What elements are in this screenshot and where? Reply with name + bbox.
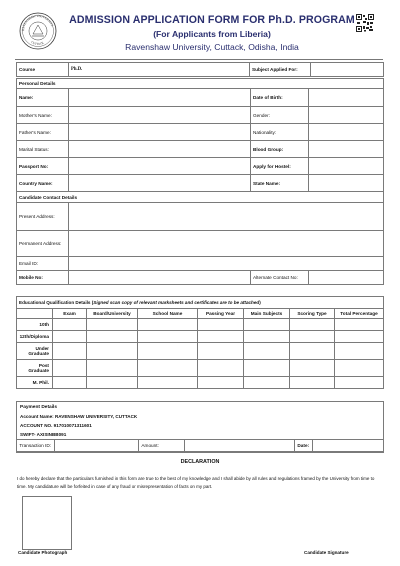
nationality-field[interactable] (309, 124, 384, 141)
university-seal-logo (16, 10, 60, 50)
table-cell[interactable] (198, 331, 244, 343)
candidate-photo-label: Candidate Photograph (18, 550, 68, 555)
course-value[interactable]: Ph.D. (69, 63, 250, 77)
payment-row (16, 439, 384, 452)
photo-upload-box[interactable] (22, 496, 72, 550)
education-col-board: Board/University (87, 309, 138, 319)
university-name: Ravenshaw University, Cuttack, Odisha, India (125, 42, 299, 52)
table-cell[interactable] (53, 343, 87, 360)
state-label: State Name: (251, 175, 309, 192)
table-cell[interactable] (335, 343, 384, 360)
swift-code: SWIFT- AXISINBB091 (20, 432, 67, 437)
table-row (17, 360, 384, 377)
passport-field[interactable] (69, 158, 251, 175)
svg-text:CUTTACK: CUTTACK (30, 40, 45, 47)
table-cell[interactable] (244, 377, 290, 389)
name-label: Name: (17, 89, 69, 107)
payment-box (16, 401, 384, 453)
table-cell[interactable] (244, 331, 290, 343)
education-row-label: 10th (17, 319, 53, 331)
passport-label: Passport No: (17, 158, 69, 175)
education-row-label: M. Phil. (17, 377, 53, 389)
country-field[interactable] (69, 175, 251, 192)
payment-heading: Payment Details (20, 405, 58, 410)
transaction-id-label: Transaction ID: (17, 440, 55, 452)
education-col-scoring: Scoring Type (290, 309, 335, 319)
table-cell[interactable] (138, 331, 198, 343)
education-col-blank (17, 309, 53, 319)
declaration-title: DECLARATION (180, 459, 220, 465)
permanent-address-label: Permanent Address: (17, 231, 69, 257)
education-row-label: 12th/Diploma (17, 331, 53, 343)
form-title: ADMISSION APPLICATION FORM FOR Ph.D. PROGRAM (69, 14, 355, 26)
table-cell[interactable] (138, 377, 198, 389)
table-cell[interactable] (53, 331, 87, 343)
table-cell[interactable] (53, 377, 87, 389)
course-label: Course (17, 63, 69, 77)
form-subtitle: (For Applicants from Liberia) (153, 29, 271, 39)
email-label: Email ID: (17, 257, 69, 271)
table-cell[interactable] (290, 331, 335, 343)
transaction-id-field[interactable] (55, 440, 139, 452)
education-table (16, 296, 384, 389)
table-cell[interactable] (244, 360, 290, 377)
personal-contact-table (16, 78, 384, 285)
marital-status-field[interactable] (69, 141, 251, 158)
table-cell[interactable] (53, 319, 87, 331)
education-row-label: Post Graduate (17, 360, 53, 377)
gender-field[interactable] (309, 107, 384, 124)
mobile-label: Mobile No: (17, 271, 69, 285)
table-row (17, 319, 384, 331)
svg-text:RAVENSHAW UNIVERSITY: RAVENSHAW UNIVERSITY (20, 13, 55, 32)
mother-name-field[interactable] (69, 107, 251, 124)
table-cell[interactable] (138, 343, 198, 360)
date-label: Date: (295, 440, 313, 452)
blood-group-label: Blood Group: (251, 141, 309, 158)
table-cell[interactable] (290, 343, 335, 360)
table-cell[interactable] (87, 377, 138, 389)
table-row (17, 343, 384, 360)
education-col-subjects: Main Subjects (244, 309, 290, 319)
qr-code-icon (356, 14, 374, 32)
course-table (16, 62, 384, 77)
education-col-exam: Exam (53, 309, 87, 319)
account-number: ACCOUNT NO. 917010071311601 (20, 423, 92, 428)
table-cell[interactable] (87, 360, 138, 377)
personal-details-heading: Personal Details (17, 79, 384, 89)
nationality-label: Nationality: (251, 124, 309, 141)
table-cell[interactable] (335, 377, 384, 389)
table-cell[interactable] (198, 319, 244, 331)
education-heading: Educational Qualification Details (Signed scan copy of relevant marksheets and certificates are to be attached) (17, 297, 384, 309)
dob-field[interactable] (309, 89, 384, 107)
education-col-passing-year: Passing Year (198, 309, 244, 319)
declaration-text: I do hereby declare that the particulars furnished in this form are true to the best of my knowledge and I shall abide by all rules and regulations framed by the University from time to time. My candidature will be forfeited in case of any fraud or misrepresentation of facts on my part. (17, 476, 375, 489)
subject-applied-field[interactable] (311, 63, 384, 77)
table-cell[interactable] (335, 331, 384, 343)
alternate-contact-field[interactable] (309, 271, 384, 285)
table-cell[interactable] (244, 343, 290, 360)
present-address-label: Present Address: (17, 203, 69, 231)
name-field[interactable] (69, 89, 251, 107)
table-cell[interactable] (198, 343, 244, 360)
account-name: Account Name: RAVENSHAW UNIVERSITY, CUTTACK (20, 414, 138, 419)
blood-group-field[interactable] (309, 141, 384, 158)
table-cell[interactable] (87, 343, 138, 360)
father-name-field[interactable] (69, 124, 251, 141)
table-cell[interactable] (335, 360, 384, 377)
hostel-field[interactable] (309, 158, 384, 175)
candidate-signature-label: Candidate Signature (304, 550, 349, 555)
email-field[interactable] (69, 257, 384, 271)
gender-label: Gender: (251, 107, 309, 124)
education-col-percentage: Total Percentage (335, 309, 384, 319)
table-row (17, 331, 384, 343)
table-row (17, 377, 384, 389)
table-cell[interactable] (335, 319, 384, 331)
country-label: Country Name: (17, 175, 69, 192)
hostel-label: Apply for Hostel: (251, 158, 309, 175)
date-field[interactable] (313, 440, 384, 452)
subject-applied-label: Subject Applied For: (250, 63, 311, 77)
education-col-school: School Name (138, 309, 198, 319)
table-cell[interactable] (87, 331, 138, 343)
education-row-label: Under Graduate (17, 343, 53, 360)
table-cell[interactable] (198, 360, 244, 377)
table-cell[interactable] (138, 319, 198, 331)
contact-details-heading: Candidate Contact Details (17, 192, 384, 203)
father-name-label: Father's Name: (17, 124, 69, 141)
state-field[interactable] (309, 175, 384, 192)
present-address-field[interactable] (69, 203, 384, 231)
table-cell[interactable] (53, 360, 87, 377)
marital-status-label: Marital Status: (17, 141, 69, 158)
table-cell[interactable] (290, 360, 335, 377)
amount-label: Amount: (139, 440, 185, 452)
header-divider (15, 59, 383, 60)
table-cell[interactable] (290, 377, 335, 389)
mother-name-label: Mother's Name: (17, 107, 69, 124)
permanent-address-field[interactable] (69, 231, 384, 257)
table-cell[interactable] (87, 319, 138, 331)
amount-field[interactable] (185, 440, 295, 452)
mobile-field[interactable] (69, 271, 251, 285)
table-cell[interactable] (290, 319, 335, 331)
dob-label: Date of Birth: (251, 89, 309, 107)
alternate-contact-label: Alternate Contact No: (251, 271, 309, 285)
table-cell[interactable] (244, 319, 290, 331)
table-cell[interactable] (138, 360, 198, 377)
table-cell[interactable] (198, 377, 244, 389)
